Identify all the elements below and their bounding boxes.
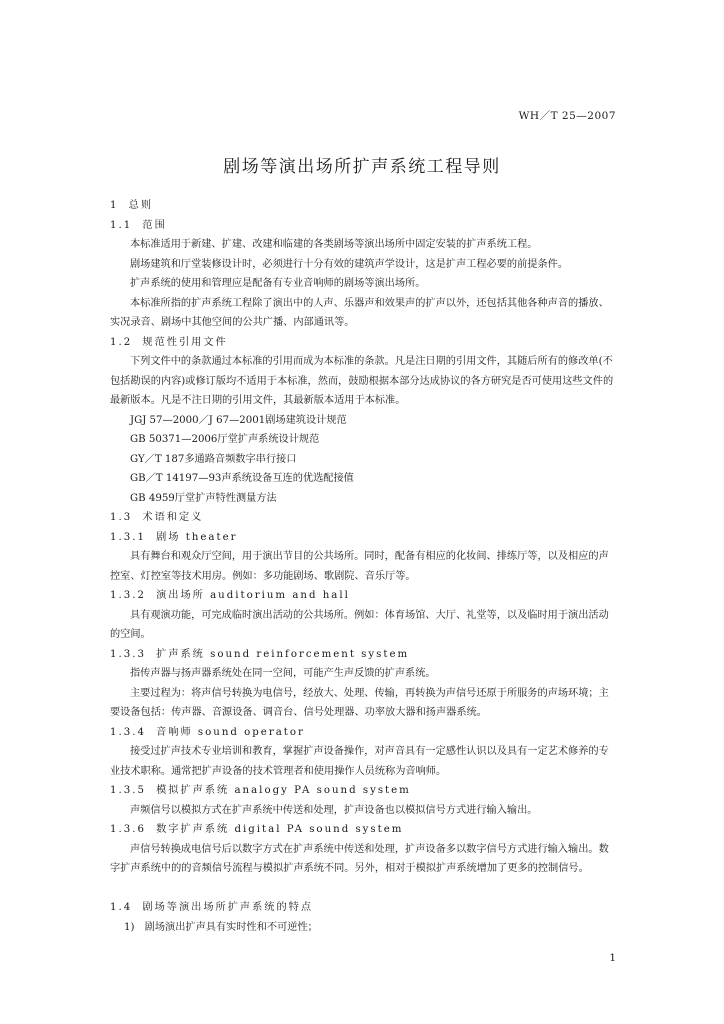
term-title: 音响师 sound operator (156, 726, 305, 738)
section-heading (110, 508, 616, 528)
term-heading (110, 820, 616, 840)
term-title: 数字扩声系统 digital PA sound system (156, 824, 404, 835)
section-number: 1.2 (110, 336, 133, 348)
reference-item: GY／T 187多通路音频数字串行接口 (130, 453, 297, 465)
paragraph: 主要过程为：将声信号转换为电信号，经放大、处理、传输，再转换为声信号还原于所服务的声场环境；主要设备包括：传声器、音源设备、调音台、信号处理器、功率放大器和扬声器系统。 (110, 687, 609, 718)
reference-item: GB 50371—2006厅堂扩声系统设计规范 (130, 434, 320, 445)
list-item: 1) 剧场演出扩声具有实时性和不可逆性； (124, 921, 318, 933)
section-heading (110, 898, 616, 918)
paragraph: 扩声系统的使用和管理应是配备有专业音响师的剧场等演出场所。 (130, 278, 426, 289)
term-heading (110, 528, 616, 548)
section-title: 规范性引用文件 (142, 336, 228, 348)
section-title: 术语和定义 (142, 512, 204, 523)
section-heading (110, 216, 616, 236)
paragraph: 具有舞台和观众厅空间，用于演出节目的公共场所。同时，配备有相应的化妆间、排练厅等，以及相应的声控室、灯控室等技术用房。例如：多功能剧场、歌剧院、音乐厅等。 (110, 551, 609, 582)
section-number: 1.1 (110, 219, 133, 231)
document-title: 剧场等演出场所扩声系统工程导则 (223, 157, 501, 177)
term-number: 1.3.1 (110, 531, 146, 543)
section-number: 1.4 (110, 902, 133, 913)
paragraph: 本标准所指的扩声系统工程除了演出中的人声、乐器声和效果声的扩声以外，还包括其他各种声音的播放、实况录音、剧场中其他空间的公共广播、内部通讯等。 (110, 297, 609, 328)
term-number: 1.3.4 (110, 726, 146, 738)
section-title: 范围 (142, 219, 167, 231)
paragraph: 声信号转换成电信号后以数字方式在扩声系统中传送和处理，扩声设备多以数字信号方式进行输入输出。数字扩声系统中的的音频信号流程与模拟扩声系统不同。另外，相对于模拟扩声系统增加了更多的控制信号。 (110, 843, 609, 874)
term-heading (110, 723, 616, 743)
term-title: 演出场所 auditorium and hall (156, 590, 350, 601)
term-heading (110, 586, 616, 606)
section-title: 总则 (128, 200, 154, 211)
section-number: 1.3 (110, 512, 133, 523)
paragraph: 声频信号以模拟方式在扩声系统中传送和处理，扩声设备也以模拟信号方式进行输入输出。 (130, 804, 538, 816)
term-heading (110, 645, 616, 665)
term-number: 1.3.5 (110, 785, 146, 796)
term-number: 1.3.2 (110, 590, 146, 601)
term-title: 剧场 theater (156, 531, 238, 543)
paragraph: 接受过扩声技术专业培训和教育，掌握扩声设备操作，对声音具有一定感性认识以及具有一定艺术修养的专业技术职称。通常把扩声设备的技术管理者和使用操作人员统称为音响师。 (110, 746, 609, 777)
term-number: 1.3.6 (110, 824, 146, 835)
paragraph: 具有观演功能，可完成临时演出活动的公共场所。例如：体育场馆、大厅、礼堂等，以及临时用于演出活动的空间。 (110, 609, 609, 640)
term-title: 扩声系统 sound reinforcement system (156, 648, 410, 660)
term-heading (110, 781, 616, 801)
reference-item: JGJ 57—2000／J 67—2001剧场建筑设计规范 (130, 414, 347, 426)
page-number: 1 (609, 952, 616, 964)
standard-number: WH／T 25—2007 (518, 110, 616, 122)
paragraph: 剧场建筑和厅堂装修设计时，必须进行十分有效的建筑声学设计，这是扩声工程必要的前提条件。 (130, 258, 569, 270)
term-number: 1.3.3 (110, 648, 146, 660)
paragraph: 下列文件中的条款通过本标准的引用而成为本标准的条款。凡是注日期的引用文件，其随后所有的修改单(不包括勘误的内容)或修订版均不适用于本标准，然而，鼓励根据本部分达成协议的各方研究是否可使用这些文件的最新版本。凡是不注日期的引用文件，其最新版本适用于本标准。 (110, 356, 614, 406)
reference-item: GB／T 14197—93声系统设备互连的优选配接值 (130, 473, 354, 484)
term-title: 模拟扩声系统 analogy PA sound system (156, 785, 411, 796)
reference-item: GB 4959厅堂扩声特性测量方法 (130, 492, 277, 504)
document-body (110, 196, 616, 937)
section-heading (110, 333, 616, 353)
section-number: 1 (110, 200, 119, 211)
paragraph: 本标准适用于新建、扩建、改建和临建的各类剧场等演出场所中固定安装的扩声系统工程。 (130, 239, 538, 250)
section-title: 剧场等演出场所扩声系统的特点 (142, 902, 314, 913)
section-heading (110, 196, 616, 216)
paragraph: 指传声器与扬声器系统处在同一空间，可能产生声反馈的扩声系统。 (130, 668, 436, 679)
